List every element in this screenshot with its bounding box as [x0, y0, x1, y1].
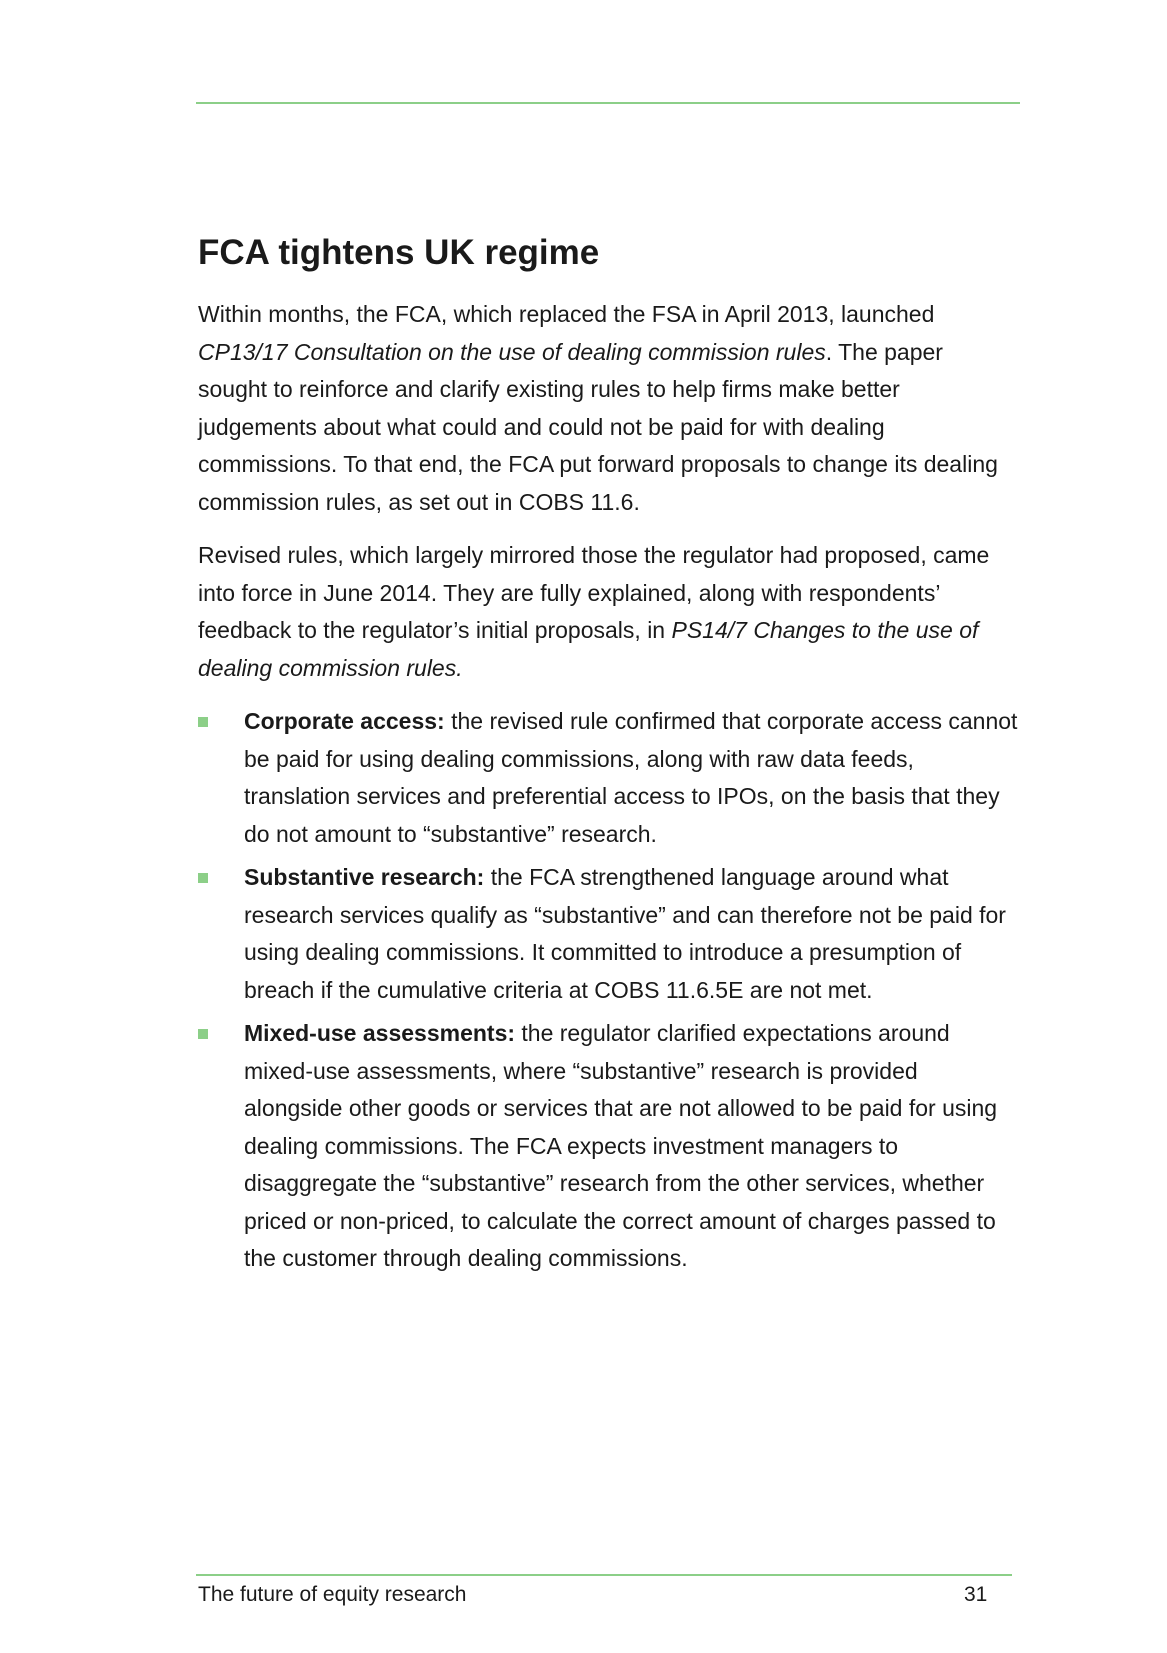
list-item-corporate-access: [198, 703, 1018, 853]
rule-changes-list: [198, 703, 1018, 1278]
revised-rules-text: Revised rules, which largely mirrored those the regulator had proposed, came into force in June 2014. They are fully explained, along with respondents’ feedback to the regulator’s initial proposals, in: [198, 542, 990, 643]
main-content: [198, 232, 1018, 1284]
intro-paragraph-text-2: . The paper sought to reinforce and clarify existing rules to help firms make better judgements about what could and could not be paid for with dealing commissions. To that end, the FCA put forward proposals to change its dealing commission rules, as set out in COBS 11.6.: [198, 338, 998, 515]
bullet-label: Mixed-use assessments:: [244, 1020, 516, 1046]
footer-divider: [196, 1574, 1012, 1576]
bullet-text: the revised rule confirmed that corporate access cannot be paid for using dealing commissions, along with raw data feeds, translation services and preferential access to IPOs, on the basis that they do not amount to “substantive” research.: [244, 708, 1018, 847]
list-item-mixed-use-assessments: [198, 1015, 1018, 1278]
bullet-label: Corporate access:: [244, 708, 445, 734]
revised-rules-paragraph: [198, 537, 1018, 687]
bullet-text: the regulator clarified expectations around mixed-use assessments, where “substantive” research is provided alongside other goods or services that are not allowed to be paid for using dealing commissions. The FCA expects investment managers to disaggregate the “substantive” research from the other services, whether priced or non-priced, to calculate the correct amount of charges passed to the customer through dealing commissions.: [244, 1020, 998, 1271]
bullet-label: Substantive research:: [244, 864, 485, 890]
footer-document-title: The future of equity research: [198, 1583, 467, 1606]
policy-statement-title: PS14/7 Changes to the use of dealing commission rules.: [198, 617, 979, 681]
intro-paragraph: [198, 296, 1018, 521]
square-bullet-icon: [198, 1029, 208, 1039]
intro-paragraph-text-1: Within months, the FCA, which replaced the FSA in April 2013, launched: [198, 301, 935, 327]
page-number: 31: [964, 1583, 988, 1606]
page-heading: FCA tightens UK regime: [198, 233, 600, 272]
square-bullet-icon: [198, 717, 208, 727]
consultation-paper-title: CP13/17 Consultation on the use of dealing commission rules: [198, 338, 826, 365]
list-item-substantive-research: [198, 859, 1018, 1009]
bullet-text: the FCA strengthened language around what research services qualify as “substantive” and can therefore not be paid for using dealing commissions. It committed to introduce a presumption of breach if the cumulative criteria at COBS 11.6.5E are not met.: [244, 864, 1006, 1003]
square-bullet-icon: [198, 873, 208, 883]
top-divider: [196, 102, 1020, 104]
